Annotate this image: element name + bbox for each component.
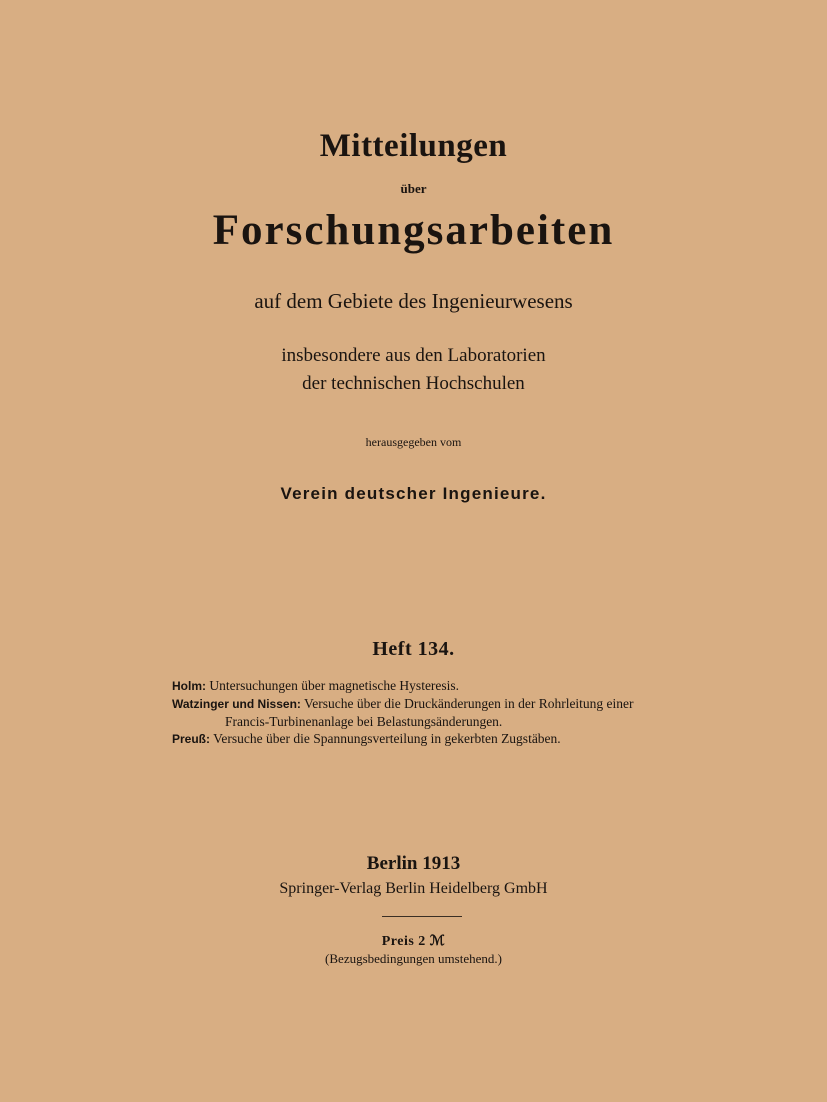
subtitle: auf dem Gebiete des Ingenieurwesens <box>254 289 573 313</box>
entry-authors: Holm <box>172 679 202 693</box>
editor-intro: herausgegeben vom <box>365 435 462 449</box>
entry-text: Versuche über die Druckänderungen in der Rohrleitung einer <box>300 696 634 711</box>
contents-entry <box>172 695 732 730</box>
institution-line-2: der technischen Hochschulen <box>302 373 525 394</box>
contents-entry <box>172 730 732 748</box>
terms-note: (Bezugsbedingungen umstehend.) <box>325 951 502 966</box>
city-year: Berlin 1913 <box>366 853 461 874</box>
entry-separator: : <box>206 732 211 746</box>
divider <box>382 916 462 917</box>
institution-line-1: insbesondere aus den Laboratorien <box>281 345 546 366</box>
entry-text: Versuche über die Spannungsverteilung in gekerbten Zugstäben. <box>210 731 561 746</box>
title-line-1: Mitteilungen <box>319 128 508 164</box>
entry-separator: : <box>296 697 301 711</box>
entry-text: Untersuchungen über magnetische Hysteresis. <box>206 678 460 693</box>
issue-number: Heft 134. <box>372 638 455 660</box>
entry-separator: : <box>202 679 206 693</box>
price: Preis 2 ℳ <box>381 934 446 949</box>
publisher: Springer-Verlag Berlin Heidelberg GmbH <box>279 880 548 897</box>
contents-entry <box>172 677 732 695</box>
entry-authors: Preuß <box>172 732 207 746</box>
entry-continuation: Francis-Turbinenanlage bei Belastungsänderungen. <box>225 714 503 729</box>
entry-authors: Watzinger und Nissen <box>172 697 297 711</box>
editor-name: Verein deutscher Ingenieure. <box>280 484 547 503</box>
table-of-contents <box>172 677 732 748</box>
title-line-2: Forschungsarbeiten <box>212 207 615 254</box>
title-connector: über <box>400 181 427 196</box>
